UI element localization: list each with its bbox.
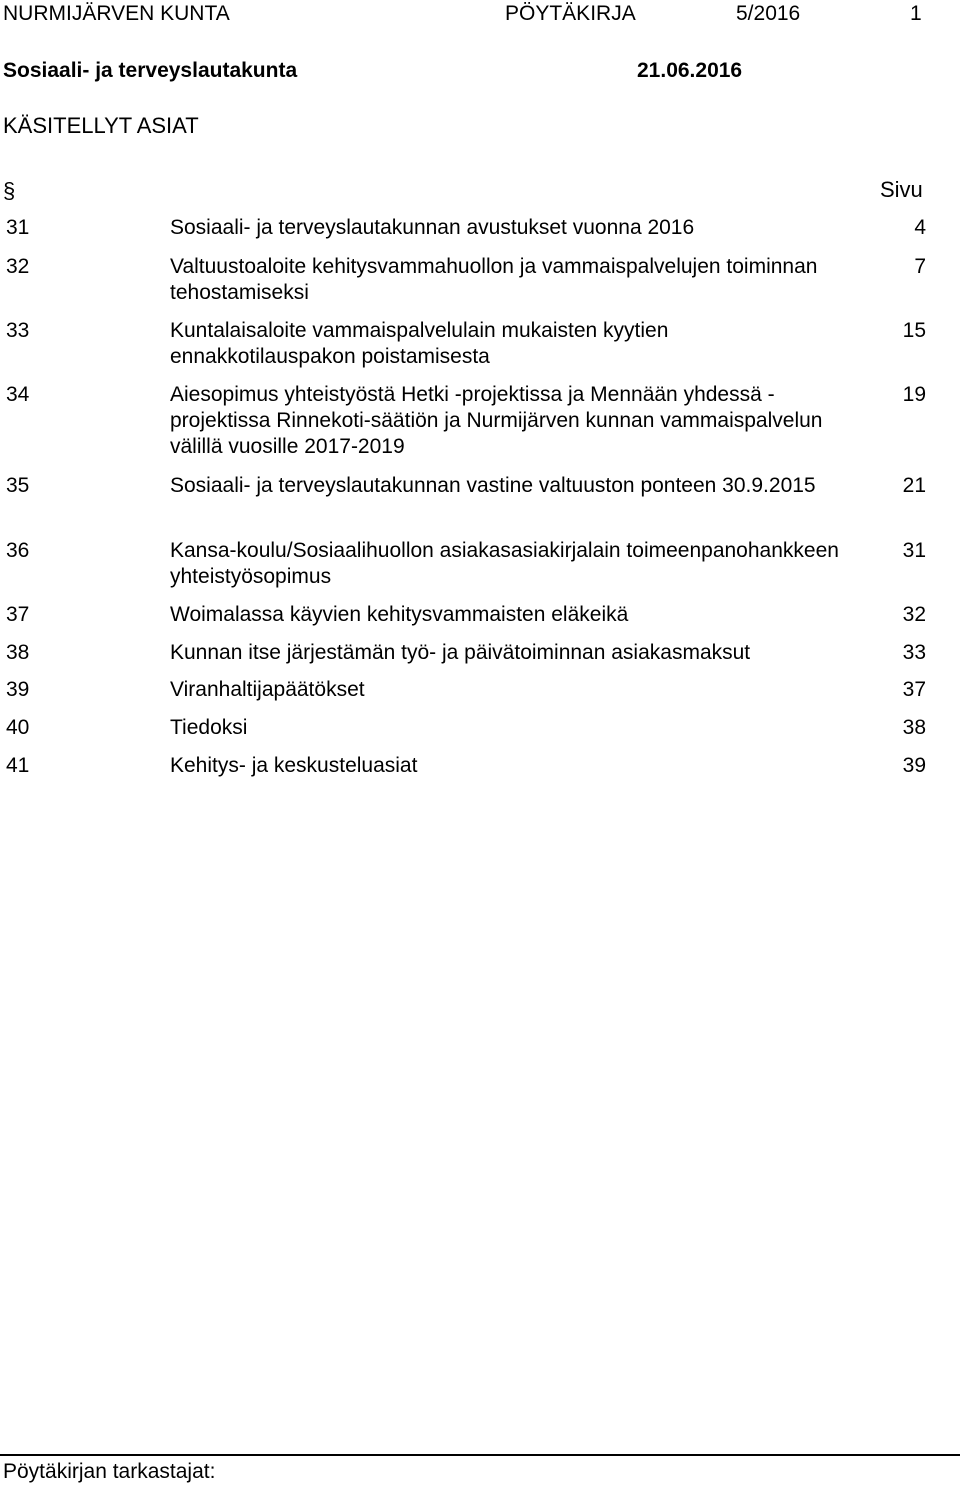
item-number: 41: [6, 754, 30, 777]
document-number: 5/2016: [736, 2, 801, 25]
item-page: 37: [902, 678, 926, 701]
item-title: Viranhaltijapäätökset: [170, 678, 365, 701]
item-number: 35: [6, 474, 30, 497]
item-number: 39: [6, 678, 30, 701]
board-name: Sosiaali- ja terveyslautakunta: [3, 59, 298, 82]
item-page: 33: [902, 641, 926, 664]
meeting-date: 21.06.2016: [637, 59, 743, 82]
item-title: Kansa-koulu/Sosiaalihuollon asiakasasiakirjalain toimeenpanohankkeen yhteistyösopimus: [170, 539, 839, 588]
page-column-header: Sivu: [880, 177, 923, 202]
item-title: Kunnan itse järjestämän työ- ja päivätoiminnan asiakasmaksut: [170, 641, 751, 664]
item-title: Sosiaali- ja terveyslautakunnan vastine valtuuston ponteen 30.9.2015: [170, 474, 816, 497]
item-title: Tiedoksi: [170, 716, 248, 739]
municipality-name: NURMIJÄRVEN KUNTA: [3, 2, 230, 25]
item-title: Kuntalaisaloite vammaispalvelulain mukaisten kyytien ennakkotilauspakon poistamisesta: [170, 319, 669, 368]
item-title: Sosiaali- ja terveyslautakunnan avustukset vuonna 2016: [170, 216, 695, 239]
item-title: Kehitys- ja keskusteluasiat: [170, 754, 418, 777]
item-page: 31: [902, 539, 926, 562]
item-page: 7: [914, 255, 926, 278]
item-number: 33: [6, 319, 30, 342]
item-number: 40: [6, 716, 30, 739]
item-number: 34: [6, 383, 30, 406]
item-number: 38: [6, 641, 30, 664]
document-type: PÖYTÄKIRJA: [505, 2, 636, 25]
item-page: 15: [902, 319, 926, 342]
item-page: 19: [902, 383, 926, 406]
section-title: KÄSITELLYT ASIAT: [3, 113, 199, 138]
footer-divider: [0, 1454, 960, 1456]
item-number: 32: [6, 255, 30, 278]
item-title: Woimalassa käyvien kehitysvammaisten eläkeikä: [170, 603, 629, 626]
item-title: Valtuustoaloite kehitysvammahuollon ja vammaispalvelujen toiminnan tehostamiseksi: [170, 255, 818, 304]
item-number: 31: [6, 216, 30, 239]
reviewers-label: Pöytäkirjan tarkastajat:: [3, 1460, 216, 1483]
item-page: 21: [902, 474, 926, 497]
item-page: 38: [902, 716, 926, 739]
section-symbol: §: [3, 178, 16, 203]
page-number: 1: [910, 2, 922, 25]
item-page: 4: [914, 216, 926, 239]
item-page: 39: [902, 754, 926, 777]
item-number: 36: [6, 539, 30, 562]
item-number: 37: [6, 603, 30, 626]
item-page: 32: [902, 603, 926, 626]
item-title: Aiesopimus yhteistyöstä Hetki -projektissa ja Mennään yhdessä -projektissa Rinnekoti-säätiön ja Nurmijärven kunnan vammaispalvelun välillä vuosille 2017-2019: [170, 383, 823, 458]
